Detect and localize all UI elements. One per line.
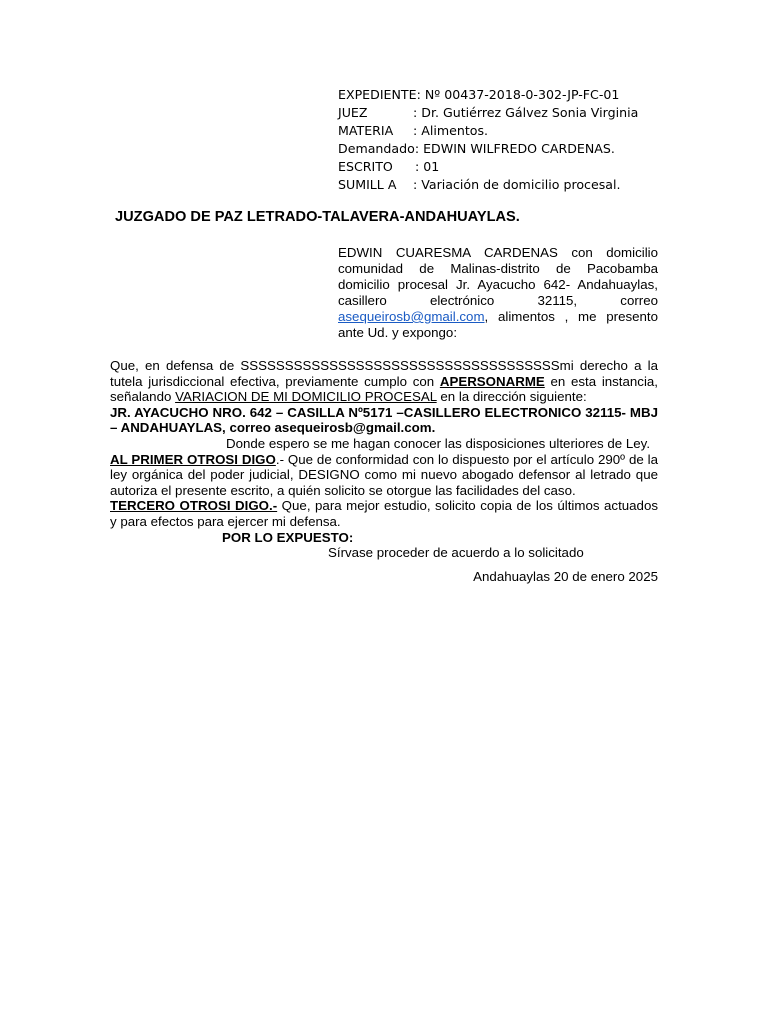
por-lo-expuesto: POR LO EXPUESTO:	[222, 529, 354, 545]
sirvase-line: Sírvase proceder de acuerdo a lo solicitado	[328, 545, 584, 561]
primer-otrosi-text: .- Que de conformidad con lo dispuesto por el artículo 290º de la ley orgánica del poder judicial, DESIGNO como mi nuevo abogado defensor al letrado que autoriza el presente escrito, a quién solicito se otorgue las facilidades del caso.	[110, 451, 658, 498]
intro-text: EDWIN CUARESMA CARDENAS con domicilio comunidad de Malinas-distrito de Pacobamba domicilio procesal Jr. Ayacucho 642- Andahuaylas, casillero electrónico 32115, correo	[338, 245, 658, 308]
sumilla-label: SUMILL A	[338, 177, 397, 192]
materia-row	[338, 122, 668, 140]
intro-paragraph	[338, 245, 658, 341]
espero-paragraph: Donde espero se me hagan conocer las disposiciones ulteriores de Ley.	[226, 435, 651, 451]
tercero-otrosi-label: TERCERO OTROSI DIGO.-	[110, 498, 278, 514]
date-line: Andahuaylas 20 de enero 2025	[473, 568, 658, 584]
demandado-label: Demandado:	[338, 141, 420, 156]
demandado-value: EDWIN WILFREDO CARDENAS.	[419, 141, 615, 156]
tercero-otrosi-text: Que, para mejor estudio, solicito copia de los últimos actuados y para efectos para ejercer mi defensa.	[110, 498, 658, 529]
juez-row	[338, 104, 668, 122]
primer-otrosi-label: AL PRIMER OTROSI DIGO	[110, 451, 276, 467]
intro-text-end: , alimentos , me presento ante Ud. y expongo:	[338, 309, 658, 340]
court-title: JUZGADO DE PAZ LETRADO-TALAVERA-ANDAHUAYLAS.	[115, 209, 520, 225]
juez-value: : Dr. Gutiérrez Gálvez Sonia Virginia	[413, 105, 639, 120]
sumilla-row	[338, 176, 668, 194]
expediente-label: EXPEDIENTE:	[338, 87, 421, 102]
escrito-value: : 01	[415, 159, 440, 174]
tercero-otrosi-paragraph	[110, 498, 658, 529]
address-paragraph: JR. AYACUCHO NRO. 642 – CASILLA Nº5171 –CASILLERO ELECTRONICO 32115- MBJ – ANDAHUAYLAS, correo asequeirosb@gmail.com.	[110, 404, 658, 436]
main-paragraph	[110, 358, 658, 405]
email-link[interactable]: asequeirosb@gmail.com	[338, 309, 485, 324]
sumilla-value: : Variación de domicilio procesal.	[413, 177, 621, 192]
expediente-value: Nº 00437-2018-0-302-JP-FC-01	[420, 87, 620, 102]
escrito-label: ESCRITO	[338, 159, 393, 174]
document-body	[110, 358, 658, 584]
main-paragraph-text-3: en la dirección siguiente:	[436, 389, 587, 405]
materia-value: : Alimentos.	[413, 123, 489, 138]
primer-otrosi-paragraph	[110, 452, 658, 499]
case-header	[338, 86, 668, 194]
juez-label: JUEZ	[338, 105, 368, 120]
variacion-text: VARIACION DE MI DOMICILIO PROCESAL	[175, 389, 437, 405]
demandado-row	[338, 140, 668, 158]
materia-label: MATERIA	[338, 123, 394, 138]
escrito-row	[338, 158, 668, 176]
apersonarme-text: APERSONARME	[439, 373, 545, 389]
main-paragraph-text-2: en esta instancia, señalando	[110, 373, 658, 405]
main-paragraph-text: Que, en defensa de SSSSSSSSSSSSSSSSSSSSSSSSSSSSSSSSSSSSmi derecho a la tutela jurisdiccional efectiva, previamente cumplo con	[110, 358, 658, 389]
expediente-row	[338, 86, 668, 104]
